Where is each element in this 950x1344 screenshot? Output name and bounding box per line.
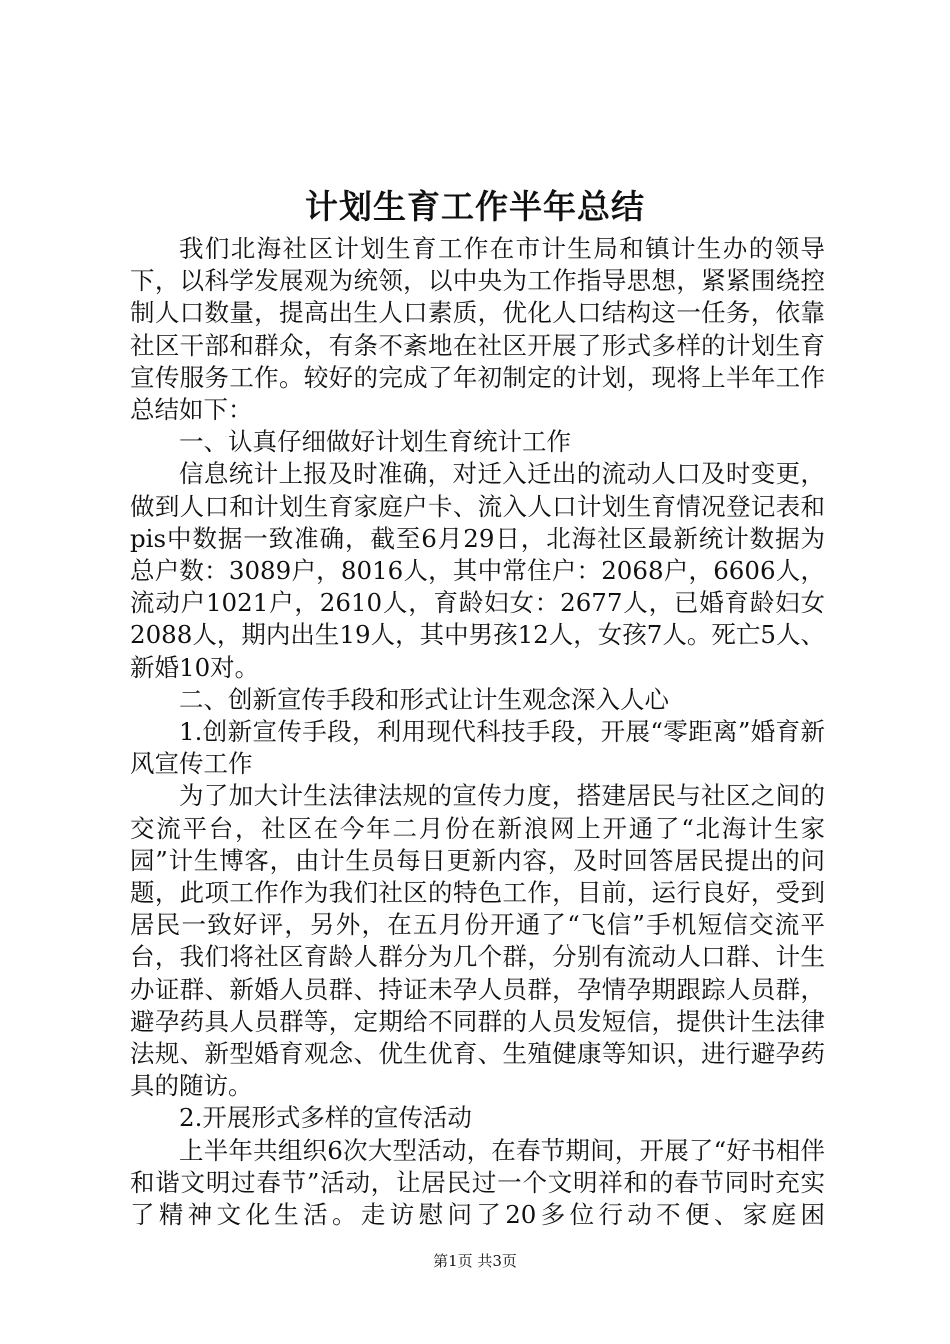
subsection-heading-2: 2.开展形式多样的宣传活动 bbox=[179, 1103, 472, 1133]
paragraph-statistics: 信息统计上报及时准确，对迁入迁出的流动人口及时变更，做到人口和计划生育家庭户卡、流入人口计划生育情况登记表和pis中数据一致准确，截至6月29日，北海社区最新统计数据为总户数：3089户，8016人，其中常住户：2068户，6606人，流动户1021户，2610人，育龄妇女：2677人，已婚育龄妇女2088人，期内出生19人，其中男孩12人，女孩7人。死亡5人、新婚10对。 bbox=[130, 459, 825, 682]
page-footer: 第1页 共3页 bbox=[433, 1252, 517, 1270]
paragraph-activities: 上半年共组织6次大型活动，在春节期间，开展了“好书相伴和谐文明过春节”活动，让居民过一个文明祥和的春节同时充实了精神文化生活。走访慰问了20多位行动不便、家庭困 bbox=[130, 1135, 825, 1230]
paragraph-intro: 我们北海社区计划生育工作在市计生局和镇计生办的领导下，以科学发展观为统领，以中央为工作指导思想，紧紧围绕控制人口数量，提高出生人口素质，优化人口结构这一任务，依靠社区干部和群众，有条不紊地在社区开展了形式多样的计划生育宣传服务工作。较好的完成了年初制定的计划，现将上半年工作总结如下： bbox=[130, 234, 825, 425]
document-body bbox=[130, 233, 825, 1231]
section-heading-1: 一、认真仔细做好计划生育统计工作 bbox=[179, 427, 571, 457]
section-heading-2: 二、创新宣传手段和形式让计生观念深入人心 bbox=[179, 684, 669, 714]
paragraph-publicity: 为了加大计生法律法规的宣传力度，搭建居民与社区之间的交流平台，社区在今年二月份在新浪网上开通了“北海计生家园”计生博客，由计生员每日更新内容，及时回答居民提出的问题，此项工作作为我们社区的特色工作，目前，运行良好，受到居民一致好评，另外，在五月份开通了“飞信”手机短信交流平台，我们将社区育龄人群分为几个群，分别有流动人口群、计生办证群、新婚人员群、持证未孕人员群，孕情孕期跟踪人员群，避孕药具人员群等，定期给不同群的人员发短信，提供计生法律法规、新型婚育观念、优生优育、生殖健康等知识，进行避孕药具的随访。 bbox=[130, 781, 825, 1101]
document-title: 计划生育工作半年总结 bbox=[305, 187, 645, 226]
subsection-heading-1: 1.创新宣传手段，利用现代科技手段，开展“零距离”婚育新风宣传工作 bbox=[130, 717, 825, 779]
